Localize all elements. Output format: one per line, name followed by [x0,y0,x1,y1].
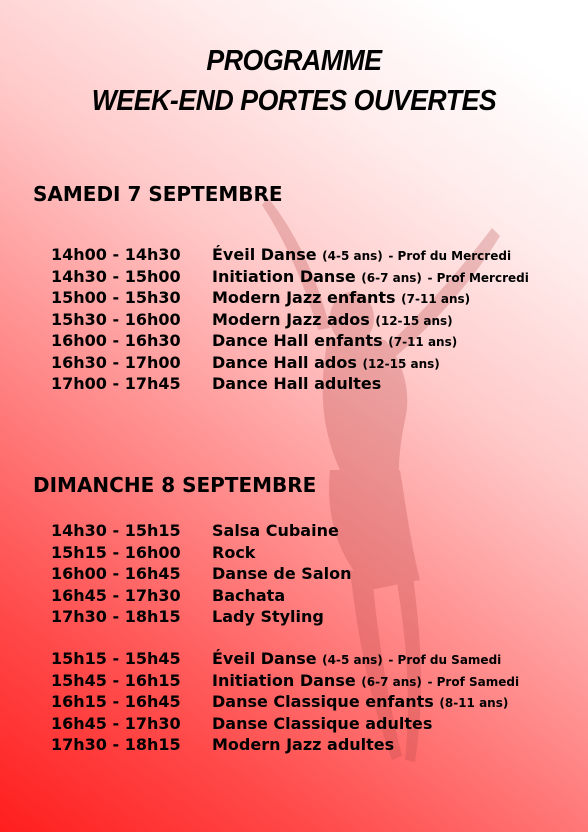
session-time: 17h30 - 18h15 [51,735,181,754]
session-activity: Modern Jazz enfants [212,288,396,307]
session-age: (8-11 ans) [439,696,509,710]
session-details [212,543,255,562]
page-title-line2: WEEK-END PORTES OUVERTES [91,85,497,117]
session-age: (4-5 ans) [322,249,383,263]
schedule-row [51,714,519,736]
session-teacher: - Prof Mercredi [427,270,529,285]
session-time: 16h15 - 16h45 [51,692,181,711]
schedule-row [51,245,529,267]
session-age: (6-7 ans) [361,270,422,285]
session-age: (7-11 ans) [401,292,471,306]
session-time: 15h45 - 16h15 [51,670,181,690]
session-details [212,586,285,605]
session-teacher: - Prof Samedi [427,674,520,689]
session-time: 17h00 - 17h45 [51,374,181,393]
schedule-row [51,353,529,375]
session-details [212,649,501,668]
session-details [212,245,511,264]
session-activity: Modern Jazz ados [212,309,370,329]
session-teacher: - Prof du Mercredi [388,249,512,263]
session-activity: Lady Styling [212,607,324,626]
page-title-line1: PROGRAMME [206,45,382,77]
session-time: 16h45 - 17h30 [51,585,181,605]
session-activity: Danse Classique enfants [212,692,434,711]
session-details [212,310,453,329]
session-time: 15h30 - 16h00 [51,309,181,329]
session-time: 16h00 - 16h45 [51,564,181,583]
session-age: (12-15 ans) [375,313,453,328]
schedule-row [51,586,351,608]
session-activity: Salsa Cubaine [212,521,339,540]
session-time: 14h30 - 15h00 [51,266,181,286]
sunday-heading: DIMANCHE 8 SEPTEMBRE [33,473,317,497]
session-details [212,671,519,690]
schedule-row [51,671,519,693]
session-time: 16h00 - 16h30 [51,331,181,350]
session-time: 14h00 - 14h30 [51,245,181,264]
session-details [212,353,440,372]
session-activity: Bachata [212,585,286,605]
session-activity: Éveil Danse [212,649,317,668]
session-time: 15h00 - 15h30 [51,288,181,307]
session-age: (12-15 ans) [362,356,440,371]
session-activity: Modern Jazz adultes [212,735,395,754]
schedule-row [51,692,519,714]
session-details [212,607,324,626]
session-time: 15h15 - 16h00 [51,542,181,562]
session-details [212,521,339,540]
schedule-row [51,267,529,289]
session-age: (7-11 ans) [388,335,458,349]
session-activity: Danse de Salon [212,564,352,583]
session-age: (6-7 ans) [361,674,422,689]
session-details [212,714,432,733]
session-time: 16h30 - 17h00 [51,352,181,372]
session-details [212,564,351,583]
session-details [212,374,381,393]
session-details [212,735,394,754]
schedule-row [51,288,529,310]
saturday-heading: SAMEDI 7 SEPTEMBRE [33,182,283,206]
sunday-schedule-kids [51,649,519,757]
session-time: 17h30 - 18h15 [51,607,181,626]
session-activity: Dance Hall adultes [212,374,382,393]
schedule-row [51,543,351,565]
session-details [212,692,508,711]
session-activity: Initiation Danse [212,266,356,286]
schedule-row [51,374,529,396]
session-details [212,267,529,286]
session-time: 14h30 - 15h15 [51,521,181,540]
session-details [212,331,457,350]
schedule-row [51,310,529,332]
schedule-row [51,607,351,629]
schedule-row [51,564,351,586]
session-activity: Dance Hall ados [212,352,357,372]
session-activity: Éveil Danse [212,245,317,264]
session-activity: Rock [212,542,256,562]
session-details [212,288,470,307]
sunday-schedule-adults [51,521,351,629]
schedule-row [51,521,351,543]
session-time: 16h45 - 17h30 [51,713,181,733]
session-age: (4-5 ans) [322,653,383,667]
session-activity: Danse Classique adultes [212,713,433,733]
session-activity: Initiation Danse [212,670,356,690]
session-teacher: - Prof du Samedi [388,653,502,667]
schedule-row [51,735,519,757]
session-time: 15h15 - 15h45 [51,649,181,668]
session-activity: Dance Hall enfants [212,331,383,350]
schedule-row [51,331,529,353]
schedule-row [51,649,519,671]
saturday-schedule [51,245,529,396]
